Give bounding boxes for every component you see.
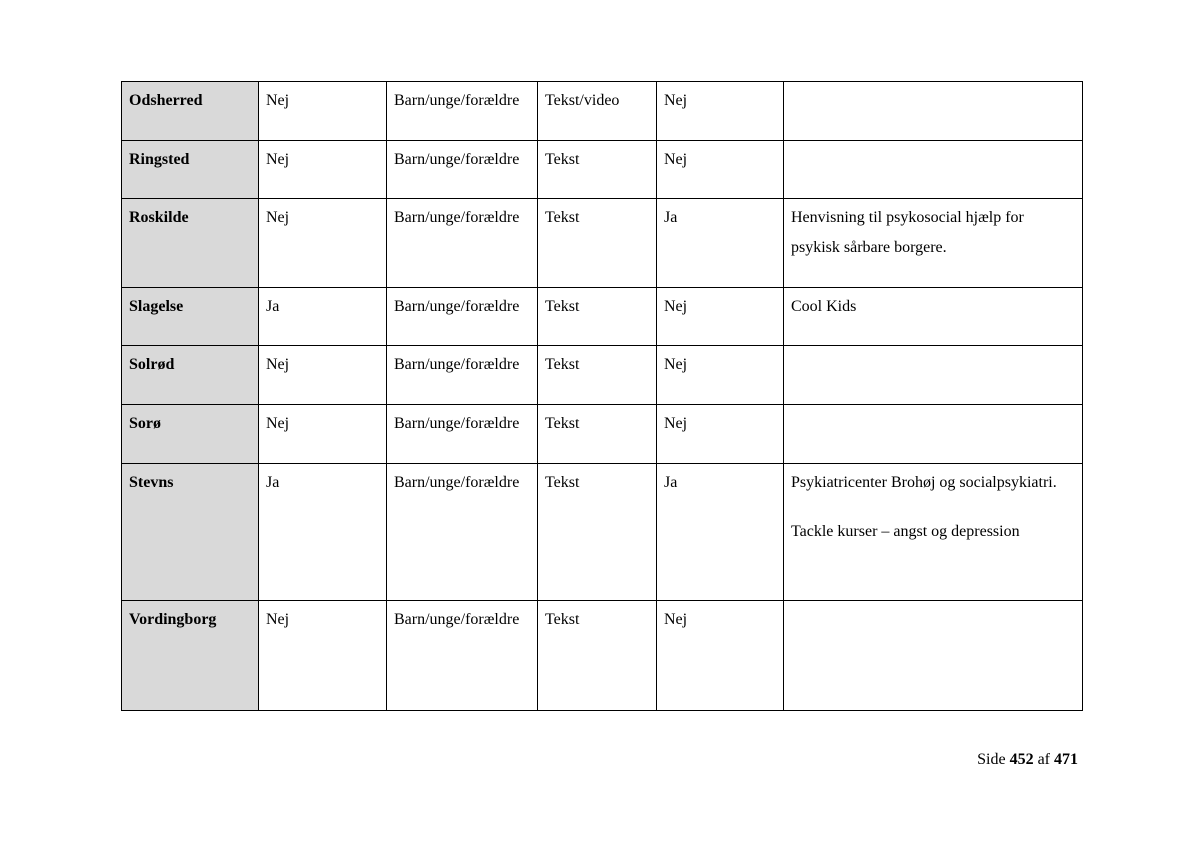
footer-prefix: Side	[977, 751, 1006, 768]
municipality-cell: Roskilde	[122, 199, 259, 288]
table-row	[122, 464, 1083, 601]
format-cell: Tekst	[538, 405, 657, 464]
target-group-cell: Barn/unge/forældre	[387, 82, 538, 141]
municipality-cell: Vordingborg	[122, 601, 259, 711]
column-2-cell: Ja	[259, 464, 387, 601]
municipality-cell: Solrød	[122, 346, 259, 405]
page-footer	[977, 748, 1078, 772]
note-cell	[784, 141, 1083, 199]
format-cell: Tekst	[538, 288, 657, 346]
column-5-cell: Nej	[657, 601, 784, 711]
municipality-cell: Odsherred	[122, 82, 259, 141]
footer-middle: af	[1037, 751, 1050, 768]
note-cell	[784, 601, 1083, 711]
table-row	[122, 141, 1083, 199]
column-2-cell: Nej	[259, 601, 387, 711]
note-cell	[784, 405, 1083, 464]
column-2-cell: Nej	[259, 405, 387, 464]
note-cell	[784, 346, 1083, 405]
column-5-cell: Ja	[657, 199, 784, 288]
column-5-cell: Nej	[657, 82, 784, 141]
note-paragraph: Psykiatricenter Brohøj og socialpsykiatri.	[791, 474, 1057, 491]
format-cell: Tekst/video	[538, 82, 657, 141]
target-group-cell: Barn/unge/forældre	[387, 288, 538, 346]
municipality-table	[121, 81, 1083, 711]
target-group-cell: Barn/unge/forældre	[387, 199, 538, 288]
column-5-cell: Nej	[657, 288, 784, 346]
column-2-cell: Nej	[259, 346, 387, 405]
table-body	[122, 82, 1083, 711]
column-5-cell: Nej	[657, 346, 784, 405]
municipality-cell: Ringsted	[122, 141, 259, 199]
column-2-cell: Nej	[259, 141, 387, 199]
format-cell: Tekst	[538, 141, 657, 199]
note-paragraph: Tackle kurser – angst og depression	[791, 523, 1020, 540]
format-cell: Tekst	[538, 346, 657, 405]
table-row	[122, 82, 1083, 141]
table-row	[122, 601, 1083, 711]
municipality-cell: Stevns	[122, 464, 259, 601]
table-row	[122, 405, 1083, 464]
column-5-cell: Ja	[657, 464, 784, 601]
page-total: 471	[1054, 751, 1078, 768]
note-paragraph: Cool Kids	[791, 298, 857, 315]
column-2-cell: Nej	[259, 199, 387, 288]
municipality-cell: Slagelse	[122, 288, 259, 346]
column-5-cell: Nej	[657, 141, 784, 199]
format-cell: Tekst	[538, 601, 657, 711]
target-group-cell: Barn/unge/forældre	[387, 464, 538, 601]
column-5-cell: Nej	[657, 405, 784, 464]
table-row	[122, 346, 1083, 405]
target-group-cell: Barn/unge/forældre	[387, 346, 538, 405]
note-cell	[784, 82, 1083, 141]
format-cell: Tekst	[538, 199, 657, 288]
page-number: 452	[1009, 751, 1034, 768]
target-group-cell: Barn/unge/forældre	[387, 405, 538, 464]
column-2-cell: Nej	[259, 82, 387, 141]
format-cell: Tekst	[538, 464, 657, 601]
target-group-cell: Barn/unge/forældre	[387, 601, 538, 711]
table-row	[122, 288, 1083, 346]
note-paragraph: Henvisning til psykosocial hjælp for psykisk sårbare borgere.	[791, 209, 1024, 256]
note-cell	[784, 464, 1083, 601]
target-group-cell: Barn/unge/forældre	[387, 141, 538, 199]
note-cell	[784, 288, 1083, 346]
municipality-cell: Sorø	[122, 405, 259, 464]
table-row	[122, 199, 1083, 288]
column-2-cell: Ja	[259, 288, 387, 346]
note-cell	[784, 199, 1083, 288]
